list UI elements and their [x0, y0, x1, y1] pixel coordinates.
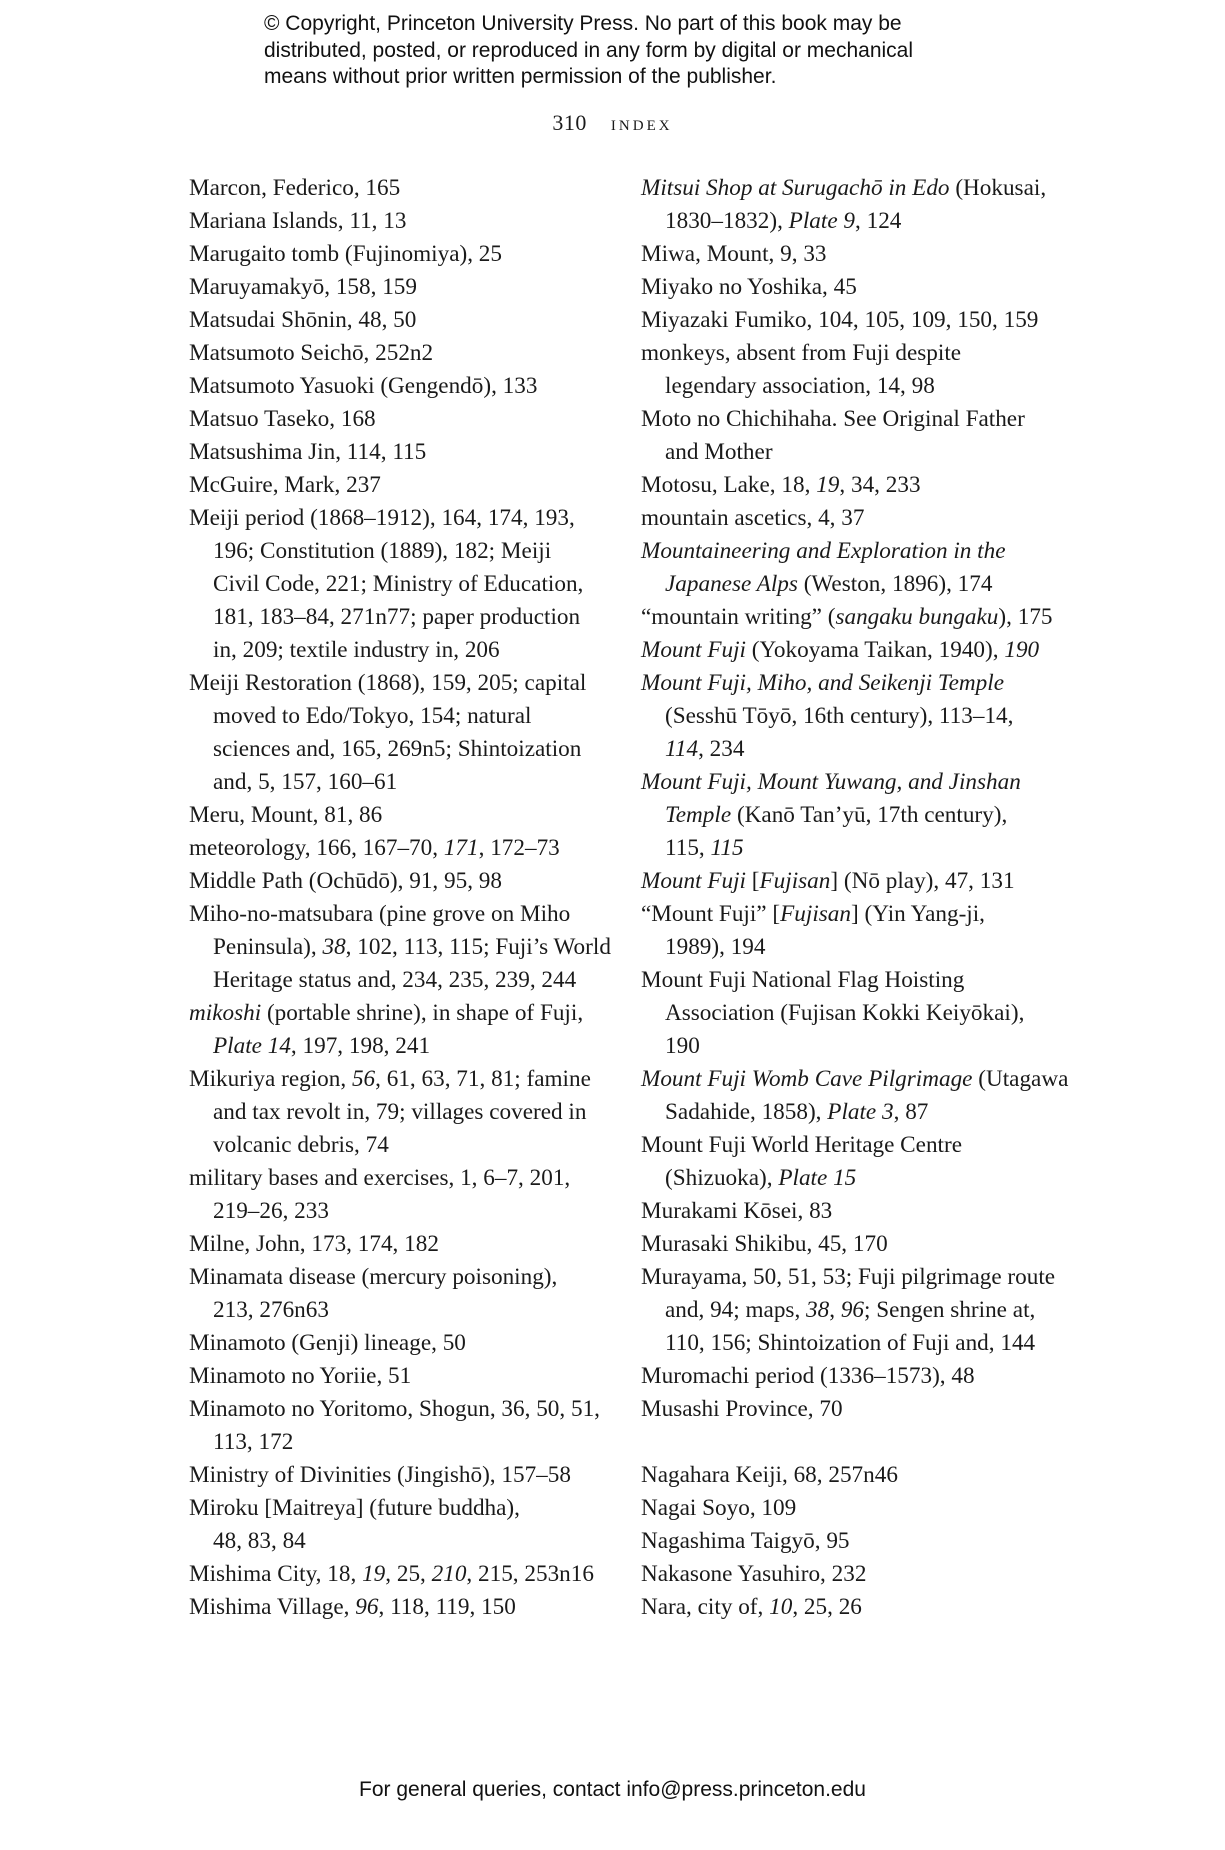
index-entry-line: [641, 1558, 1071, 1591]
italic-text: 96: [840, 1297, 865, 1323]
index-entry-line: [189, 271, 609, 304]
index-entry: [641, 1459, 1071, 1492]
entry-text: 213, 276n63: [213, 1297, 329, 1323]
index-entry: [641, 1195, 1071, 1228]
index-entry-line: [189, 436, 609, 469]
index-entry-line: [189, 865, 609, 898]
index-entry-line: [665, 832, 1071, 865]
index-entry: [641, 1558, 1071, 1591]
italic-text: 171: [443, 835, 479, 861]
entry-text: Musashi Province, 70: [641, 1396, 843, 1422]
index-entry-line: [641, 1129, 1071, 1162]
index-entry: [641, 1261, 1071, 1360]
entry-text: (Yokoyama Taikan, 1940),: [745, 637, 1005, 663]
entry-text: Minamoto no Yoriie, 51: [189, 1363, 412, 1389]
index-entry: [641, 766, 1071, 865]
index-entry: [189, 469, 609, 502]
index-entry-line: [665, 568, 1071, 601]
entry-text: Muromachi period (1336–1573), 48: [641, 1363, 975, 1389]
italic-text: Temple: [665, 802, 732, 828]
page-number: 310: [552, 110, 587, 135]
index-entry: [189, 502, 609, 667]
entry-text: Association (Fujisan Kokki Keiyōkai),: [665, 1000, 1025, 1026]
entry-text: Heritage status and, 234, 235, 239, 244: [213, 967, 577, 993]
index-entry-line: [189, 1393, 609, 1426]
index-entry: [641, 535, 1071, 601]
index-entry-line: [665, 1096, 1071, 1129]
entry-text: 196; Constitution (1889), 182; Meiji: [213, 538, 552, 564]
index-entry-line: [189, 1459, 609, 1492]
index-entry-line: [665, 997, 1071, 1030]
index-entry-line: [641, 172, 1071, 205]
index-entry-line: [641, 1063, 1071, 1096]
index-entry: [641, 1360, 1071, 1393]
italic-text: 96: [355, 1594, 379, 1620]
index-entry: [189, 832, 609, 865]
index-entry-line: [189, 172, 609, 205]
entry-text: volcanic debris, 74: [213, 1132, 389, 1158]
footer-contact: For general queries, contact info@press.princeton.edu: [359, 1778, 866, 1801]
index-entry-line: [641, 469, 1071, 502]
index-entry-line: [189, 997, 609, 1030]
index-entry-line: [213, 766, 609, 799]
index-entry-line: [213, 1294, 609, 1327]
entry-text: ,: [829, 1297, 841, 1323]
index-entry: [189, 205, 609, 238]
entry-text: , 118, 119, 150: [378, 1594, 516, 1620]
entry-text: Murasaki Shikibu, 45, 170: [641, 1231, 888, 1257]
entry-text: , 25, 26: [792, 1594, 862, 1620]
index-entry: [189, 1558, 609, 1591]
entry-text: Mishima Village,: [189, 1594, 356, 1620]
index-entry: [641, 1063, 1071, 1129]
index-entry-line: [189, 799, 609, 832]
entry-text: in, 209; textile industry in, 206: [213, 637, 500, 663]
index-entry-line: [641, 1228, 1071, 1261]
index-entry-line: [641, 964, 1071, 997]
index-entry-line: [189, 1162, 609, 1195]
entry-text: 115,: [665, 835, 711, 861]
entry-text: “Mount Fuji” [: [641, 901, 781, 927]
index-entry: [189, 799, 609, 832]
index-entry-line: [213, 1426, 609, 1459]
index-entry: [189, 1228, 609, 1261]
index-entry-line: [641, 403, 1071, 436]
index-entry: [189, 1459, 609, 1492]
index-entry-line: [665, 436, 1071, 469]
index-entry-line: [213, 1096, 609, 1129]
entry-text: Minamoto (Genji) lineage, 50: [189, 1330, 466, 1356]
index-entry: [189, 1327, 609, 1360]
entry-text: (Sesshū Tōyō, 16th century), 113–14,: [665, 703, 1014, 729]
index-entry-line: [213, 700, 609, 733]
entry-text: , 87: [893, 1099, 929, 1125]
copyright-line: © Copyright, Princeton University Press. No part of this book may be: [264, 12, 902, 35]
index-section-gap: [641, 1426, 1071, 1459]
entry-text: 113, 172: [213, 1429, 294, 1455]
entry-text: Murakami Kōsei, 83: [641, 1198, 833, 1224]
index-entry-line: [189, 1228, 609, 1261]
index-entry-line: [213, 601, 609, 634]
entry-text: 1830–1832),: [665, 208, 789, 234]
italic-text: Fujisan: [759, 868, 831, 894]
entry-text: Matsushima Jin, 114, 115: [189, 439, 427, 465]
index-entry-line: [665, 799, 1071, 832]
index-entry-line: [641, 304, 1071, 337]
entry-text: 1989), 194: [665, 934, 766, 960]
italic-text: Mitsui Shop at Surugachō in Edo: [641, 175, 950, 201]
entry-text: ; Sengen shrine at,: [864, 1297, 1036, 1323]
copyright-line: means without prior written permission of the publisher.: [264, 65, 777, 88]
italic-text: Mount Fuji: [641, 637, 746, 663]
index-entry-line: [665, 733, 1071, 766]
entry-text: meteorology, 166, 167–70,: [189, 835, 444, 861]
index-entry: [189, 403, 609, 436]
index-entry-line: [641, 865, 1071, 898]
index-entry-line: [641, 271, 1071, 304]
italic-text: 115: [710, 835, 744, 861]
index-entry-line: [189, 1558, 609, 1591]
index-entry-line: [213, 535, 609, 568]
entry-text: (Kanō Tan’yū, 17th century),: [731, 802, 1008, 828]
italic-text: Plate 3: [827, 1099, 894, 1125]
index-entry-line: [213, 1195, 609, 1228]
entry-text: Marcon, Federico, 165: [189, 175, 401, 201]
index-entry: [189, 1162, 609, 1228]
index-entry-line: [641, 667, 1071, 700]
italic-text: Fujisan: [780, 901, 851, 927]
italic-text: 210: [431, 1561, 467, 1587]
italic-text: Mount Fuji: [641, 868, 746, 894]
entry-text: , 102, 113, 115; Fuji’s World: [345, 934, 611, 960]
index-entry-line: [189, 337, 609, 370]
index-entry-line: [665, 931, 1071, 964]
entry-text: Civil Code, 221; Ministry of Education,: [213, 571, 584, 597]
entry-text: mountain ascetics, 4, 37: [641, 505, 865, 531]
index-entry: [641, 865, 1071, 898]
entry-text: 190: [665, 1033, 700, 1059]
entry-text: and tax revolt in, 79; villages covered in: [213, 1099, 587, 1125]
index-entry-line: [189, 832, 609, 865]
index-entry-line: [213, 634, 609, 667]
index-entry: [641, 898, 1071, 964]
entry-text: and Mother: [665, 439, 773, 465]
entry-text: , 172–73: [478, 835, 560, 861]
entry-text: Motosu, Lake, 18,: [641, 472, 817, 498]
index-entry: [189, 667, 609, 799]
running-head: [0, 110, 1225, 136]
italic-text: Japanese Alps: [665, 571, 798, 597]
italic-text: 38: [806, 1297, 830, 1323]
index-entry-line: [641, 898, 1071, 931]
index-entry-line: [213, 964, 609, 997]
entry-text: legendary association, 14, 98: [665, 373, 935, 399]
entry-text: Nagai Soyo, 109: [641, 1495, 797, 1521]
index-entry: [189, 997, 609, 1063]
index-entry: [189, 238, 609, 271]
index-column-right: [641, 172, 1071, 1624]
entry-text: (Utagawa: [972, 1066, 1069, 1092]
entry-text: Miroku [Maitreya] (future buddha),: [189, 1495, 520, 1521]
index-entry-line: [665, 370, 1071, 403]
index-entry-line: [189, 667, 609, 700]
index-entry: [641, 1591, 1071, 1624]
index-entry: [189, 436, 609, 469]
italic-text: Mount Fuji, Mount Yuwang, and Jinshan: [641, 769, 1021, 795]
italic-text: sangaku bungaku: [835, 604, 999, 630]
entry-text: Mariana Islands, 11, 13: [189, 208, 407, 234]
entry-text: Mount Fuji National Flag Hoisting: [641, 967, 965, 993]
entry-text: military bases and exercises, 1, 6–7, 201,: [189, 1165, 571, 1191]
index-entry-line: [189, 1327, 609, 1360]
index-entry-line: [641, 766, 1071, 799]
index-entry: [189, 865, 609, 898]
entry-text: Miwa, Mount, 9, 33: [641, 241, 827, 267]
entry-text: Ministry of Divinities (Jingishō), 157–58: [189, 1462, 571, 1488]
entry-text: Matsudai Shōnin, 48, 50: [189, 307, 417, 333]
italic-text: 114: [665, 736, 699, 762]
italic-text: Mount Fuji Womb Cave Pilgrimage: [641, 1066, 973, 1092]
entry-text: Peninsula),: [213, 934, 323, 960]
index-entry: [641, 337, 1071, 403]
index-entry-line: [641, 1525, 1071, 1558]
entry-text: Milne, John, 173, 174, 182: [189, 1231, 439, 1257]
index-entry-line: [213, 568, 609, 601]
index-entry: [189, 271, 609, 304]
index-entry-line: [641, 535, 1071, 568]
entry-text: Miyazaki Fumiko, 104, 105, 109, 150, 159: [641, 307, 1039, 333]
entry-text: Meiji period (1868–1912), 164, 174, 193,: [189, 505, 575, 531]
index-entry: [189, 370, 609, 403]
index-entry-line: [189, 403, 609, 436]
index-entry-line: [641, 1591, 1071, 1624]
index-entry-line: [189, 1261, 609, 1294]
entry-text: Mount Fuji World Heritage Centre: [641, 1132, 962, 1158]
index-entry-line: [665, 1327, 1071, 1360]
index-entry: [641, 1129, 1071, 1195]
index-entry-line: [189, 238, 609, 271]
index-entry-line: [641, 1459, 1071, 1492]
italic-text: Plate 15: [778, 1165, 857, 1191]
index-entry: [189, 1393, 609, 1459]
italic-text: 38: [322, 934, 346, 960]
entry-text: Minamata disease (mercury poisoning),: [189, 1264, 558, 1290]
copyright-line: distributed, posted, or reproduced in any form by digital or mechanical: [264, 38, 914, 62]
index-column-left: [189, 172, 609, 1624]
entry-text: 110, 156; Shintoization of Fuji and, 144: [665, 1330, 1036, 1356]
index-entry: [641, 1525, 1071, 1558]
entry-text: ), 175: [998, 604, 1053, 630]
italic-text: 19: [362, 1561, 386, 1587]
index-entry-line: [189, 304, 609, 337]
index-entry-line: [213, 1129, 609, 1162]
entry-text: Middle Path (Ochūdō), 91, 95, 98: [189, 868, 502, 894]
entry-text: (Shizuoka),: [665, 1165, 779, 1191]
index-entry-line: [665, 1162, 1071, 1195]
entry-text: Maruyamakyō, 158, 159: [189, 274, 417, 300]
index-entry-line: [641, 1195, 1071, 1228]
entry-text: 219–26, 233: [213, 1198, 329, 1224]
entry-text: 48, 83, 84: [213, 1528, 306, 1554]
index-entry: [189, 1063, 609, 1162]
entry-text: Marugaito tomb (Fujinomiya), 25: [189, 241, 502, 267]
index-entry-line: [189, 502, 609, 535]
entry-text: , 34, 233: [839, 472, 921, 498]
entry-text: (Weston, 1896), 174: [797, 571, 993, 597]
entry-text: , 197, 198, 241: [290, 1033, 431, 1059]
index-entry-line: [665, 700, 1071, 733]
index-entry-line: [213, 733, 609, 766]
italic-text: 19: [816, 472, 840, 498]
index-entry-line: [189, 1591, 609, 1624]
entry-text: Miyako no Yoshika, 45: [641, 274, 857, 300]
index-entry-line: [641, 1393, 1071, 1426]
entry-text: Nakasone Yasuhiro, 232: [641, 1561, 867, 1587]
index-entry-line: [641, 1492, 1071, 1525]
index-entry-line: [189, 1360, 609, 1393]
entry-text: Mishima City, 18,: [189, 1561, 363, 1587]
entry-text: Moto no Chichihaha. See Original Father: [641, 406, 1025, 432]
index-entry: [641, 304, 1071, 337]
index-entry: [641, 601, 1071, 634]
entry-text: Matsuo Taseko, 168: [189, 406, 376, 432]
entry-text: and, 94; maps,: [665, 1297, 807, 1323]
index-entry-line: [641, 238, 1071, 271]
index-entry: [641, 964, 1071, 1063]
entry-text: , 124: [855, 208, 902, 234]
index-entry: [189, 898, 609, 997]
index-entry: [189, 1261, 609, 1327]
entry-text: moved to Edo/Tokyo, 154; natural: [213, 703, 532, 729]
entry-text: Nara, city of,: [641, 1594, 770, 1620]
index-entry-line: [189, 469, 609, 502]
entry-text: ] (Nō play), 47, 131: [830, 868, 1015, 894]
italic-text: Plate 14: [213, 1033, 291, 1059]
index-entry: [189, 1492, 609, 1558]
index-entry-line: [189, 1492, 609, 1525]
entry-text: 181, 183–84, 271n77; paper production: [213, 604, 581, 630]
italic-text: 10: [769, 1594, 793, 1620]
italic-text: Mount Fuji, Miho, and Seikenji Temple: [641, 670, 1005, 696]
index-entry-line: [189, 370, 609, 403]
index-entry: [641, 469, 1071, 502]
index-entry-line: [213, 1030, 609, 1063]
index-entry: [641, 271, 1071, 304]
entry-text: Murayama, 50, 51, 53; Fuji pilgrimage route: [641, 1264, 1056, 1290]
entry-text: , 234: [698, 736, 745, 762]
index-entry: [641, 1393, 1071, 1426]
italic-text: Mountaineering and Exploration in the: [641, 538, 1006, 564]
index-entry-line: [213, 931, 609, 964]
index-entry: [641, 172, 1071, 238]
entry-text: (portable shrine), in shape of Fuji,: [261, 1000, 584, 1026]
index-entry: [641, 634, 1071, 667]
index-entry: [641, 403, 1071, 469]
entry-text: , 215, 253n16: [466, 1561, 594, 1587]
index-entry: [641, 238, 1071, 271]
entry-text: “mountain writing” (: [641, 604, 836, 630]
index-entry-line: [189, 1063, 609, 1096]
index-entry-line: [213, 1525, 609, 1558]
index-entry-line: [189, 898, 609, 931]
entry-text: , 61, 63, 71, 81; famine: [375, 1066, 591, 1092]
italic-text: 190: [1004, 637, 1040, 663]
entry-text: Sadahide, 1858),: [665, 1099, 828, 1125]
index-entry-line: [641, 502, 1071, 535]
index-entry: [189, 304, 609, 337]
entry-text: Meru, Mount, 81, 86: [189, 802, 383, 828]
entry-text: Minamoto no Yoritomo, Shogun, 36, 50, 51,: [189, 1396, 600, 1422]
entry-text: Mikuriya region,: [189, 1066, 352, 1092]
entry-text: [: [745, 868, 760, 894]
italic-text: Plate 9: [788, 208, 855, 234]
entry-text: McGuire, Mark, 237: [189, 472, 381, 498]
entry-text: , 25,: [385, 1561, 432, 1587]
entry-text: Matsumoto Seichō, 252n2: [189, 340, 434, 366]
italic-text: mikoshi: [189, 1000, 262, 1026]
running-head-title: index: [610, 110, 673, 135]
index-entry: [641, 1492, 1071, 1525]
index-entry-line: [641, 337, 1071, 370]
index-entry-line: [641, 634, 1071, 667]
index-entry-line: [665, 205, 1071, 238]
index-entry: [641, 667, 1071, 766]
entry-text: Miho-no-matsubara (pine grove on Miho: [189, 901, 571, 927]
index-entry: [189, 172, 609, 205]
index-entry: [189, 1360, 609, 1393]
index-entry: [641, 502, 1071, 535]
entry-text: Nagashima Taigyō, 95: [641, 1528, 850, 1554]
index-entry-line: [665, 1294, 1071, 1327]
entry-text: (Hokusai,: [949, 175, 1047, 201]
index-entry: [189, 1591, 609, 1624]
italic-text: 56: [351, 1066, 376, 1092]
entry-text: Meiji Restoration (1868), 159, 205; capital: [189, 670, 587, 696]
entry-text: Matsumoto Yasuoki (Gengendō), 133: [189, 373, 538, 399]
index-entry-line: [189, 205, 609, 238]
index-entry: [189, 337, 609, 370]
entry-text: ] (Yin Yang-ji,: [850, 901, 985, 927]
copyright-notice: [264, 11, 1004, 91]
entry-text: monkeys, absent from Fuji despite: [641, 340, 962, 366]
entry-text: and, 5, 157, 160–61: [213, 769, 398, 795]
index-entry: [641, 1228, 1071, 1261]
entry-text: sciences and, 165, 269n5; Shintoization: [213, 736, 582, 762]
entry-text: Nagahara Keiji, 68, 257n46: [641, 1462, 898, 1488]
index-entry-line: [641, 1360, 1071, 1393]
index-entry-line: [641, 601, 1071, 634]
index-entry-line: [641, 1261, 1071, 1294]
index-entry-line: [665, 1030, 1071, 1063]
